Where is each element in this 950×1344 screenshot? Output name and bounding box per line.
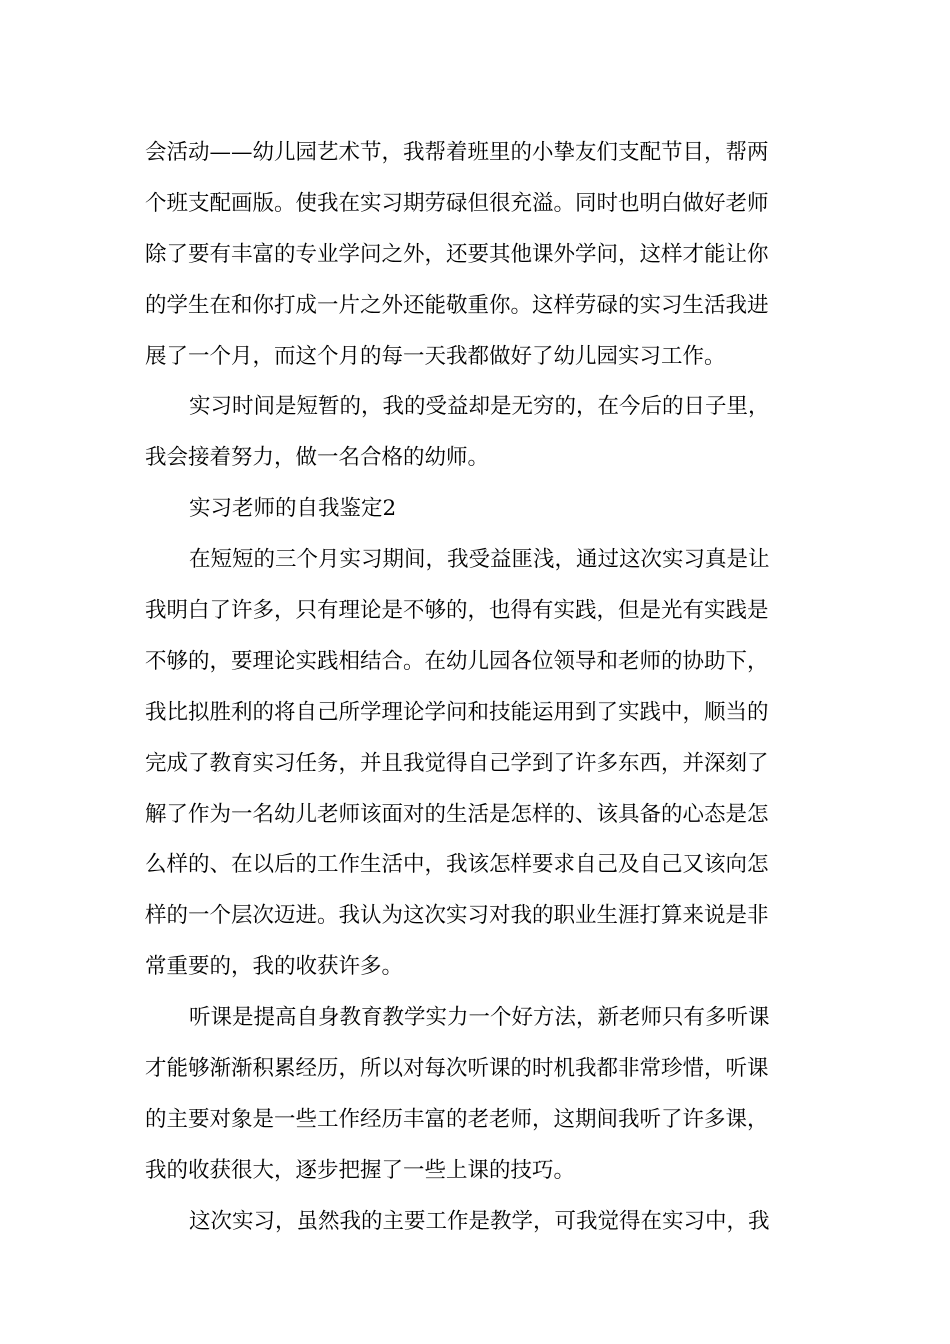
paragraph-three-months xyxy=(145,535,810,993)
text-line: 才能够渐渐积累经历，所以对每次听课的时机我都非常珍惜，听课 xyxy=(145,1056,769,1082)
text-line: 常重要的，我的收获许多。 xyxy=(145,954,404,980)
text-line: 我会接着努力，做一名合格的幼师。 xyxy=(145,445,490,471)
text-line: 我的收获很大，逐步把握了一些上课的技巧。 xyxy=(145,1157,576,1183)
section-heading-text: 实习老师的自我鉴定2 xyxy=(189,496,397,522)
paragraph-short-internship xyxy=(145,382,810,484)
text-line: 展了一个月，而这个月的每一天我都做好了幼儿园实习工作。 xyxy=(145,343,726,369)
text-line: 解了作为一名幼儿老师该面对的生活是怎样的、该具备的心态是怎 xyxy=(145,801,769,827)
text-line: 会活动——幼儿园艺术节，我帮着班里的小挚友们支配节目，帮两 xyxy=(145,140,769,165)
paragraph-main-work xyxy=(145,1197,810,1248)
text-line: 听课是提高自身教育教学实力一个好方法，新老师只有多听课 xyxy=(189,1005,770,1031)
text-line: 在短短的三个月实习期间，我受益匪浅，通过这次实习真是让 xyxy=(189,547,770,573)
text-line: 除了要有丰富的专业学问之外，还要其他课外学问，这样才能让你 xyxy=(145,241,769,267)
text-line: 样的一个层次迈进。我认为这次实习对我的职业生涯打算来说是非 xyxy=(145,903,769,929)
text-line: 这次实习，虽然我的主要工作是教学，可我觉得在实习中，我 xyxy=(189,1208,770,1234)
text-line: 不够的，要理论实践相结合。在幼儿园各位领导和老师的协助下， xyxy=(145,648,769,674)
section-heading xyxy=(145,484,810,535)
text-line: 么样的、在以后的工作生活中，我该怎样要求自己及自己又该向怎 xyxy=(145,852,769,878)
text-line: 个班支配画版。使我在实习期劳碌但很充溢。同时也明白做好老师 xyxy=(145,190,769,216)
paragraph-art-festival xyxy=(145,128,810,382)
text-line: 完成了教育实习任务，并且我觉得自己学到了许多东西，并深刻了 xyxy=(145,750,769,776)
text-line: 实习时间是短暂的，我的受益却是无穷的，在今后的日子里， xyxy=(189,394,770,420)
text-line: 我明白了许多，只有理论是不够的，也得有实践，但是光有实践是 xyxy=(145,598,769,624)
paragraph-lesson-observation xyxy=(145,993,810,1197)
text-line: 的学生在和你打成一片之外还能敬重你。这样劳碌的实习生活我进 xyxy=(145,292,769,318)
document-page xyxy=(145,128,810,1248)
text-line: 的主要对象是一些工作经历丰富的老老师，这期间我听了许多课， xyxy=(145,1106,769,1132)
text-line: 我比拟胜利的将自己所学理论学问和技能运用到了实践中，顺当的 xyxy=(145,699,769,725)
